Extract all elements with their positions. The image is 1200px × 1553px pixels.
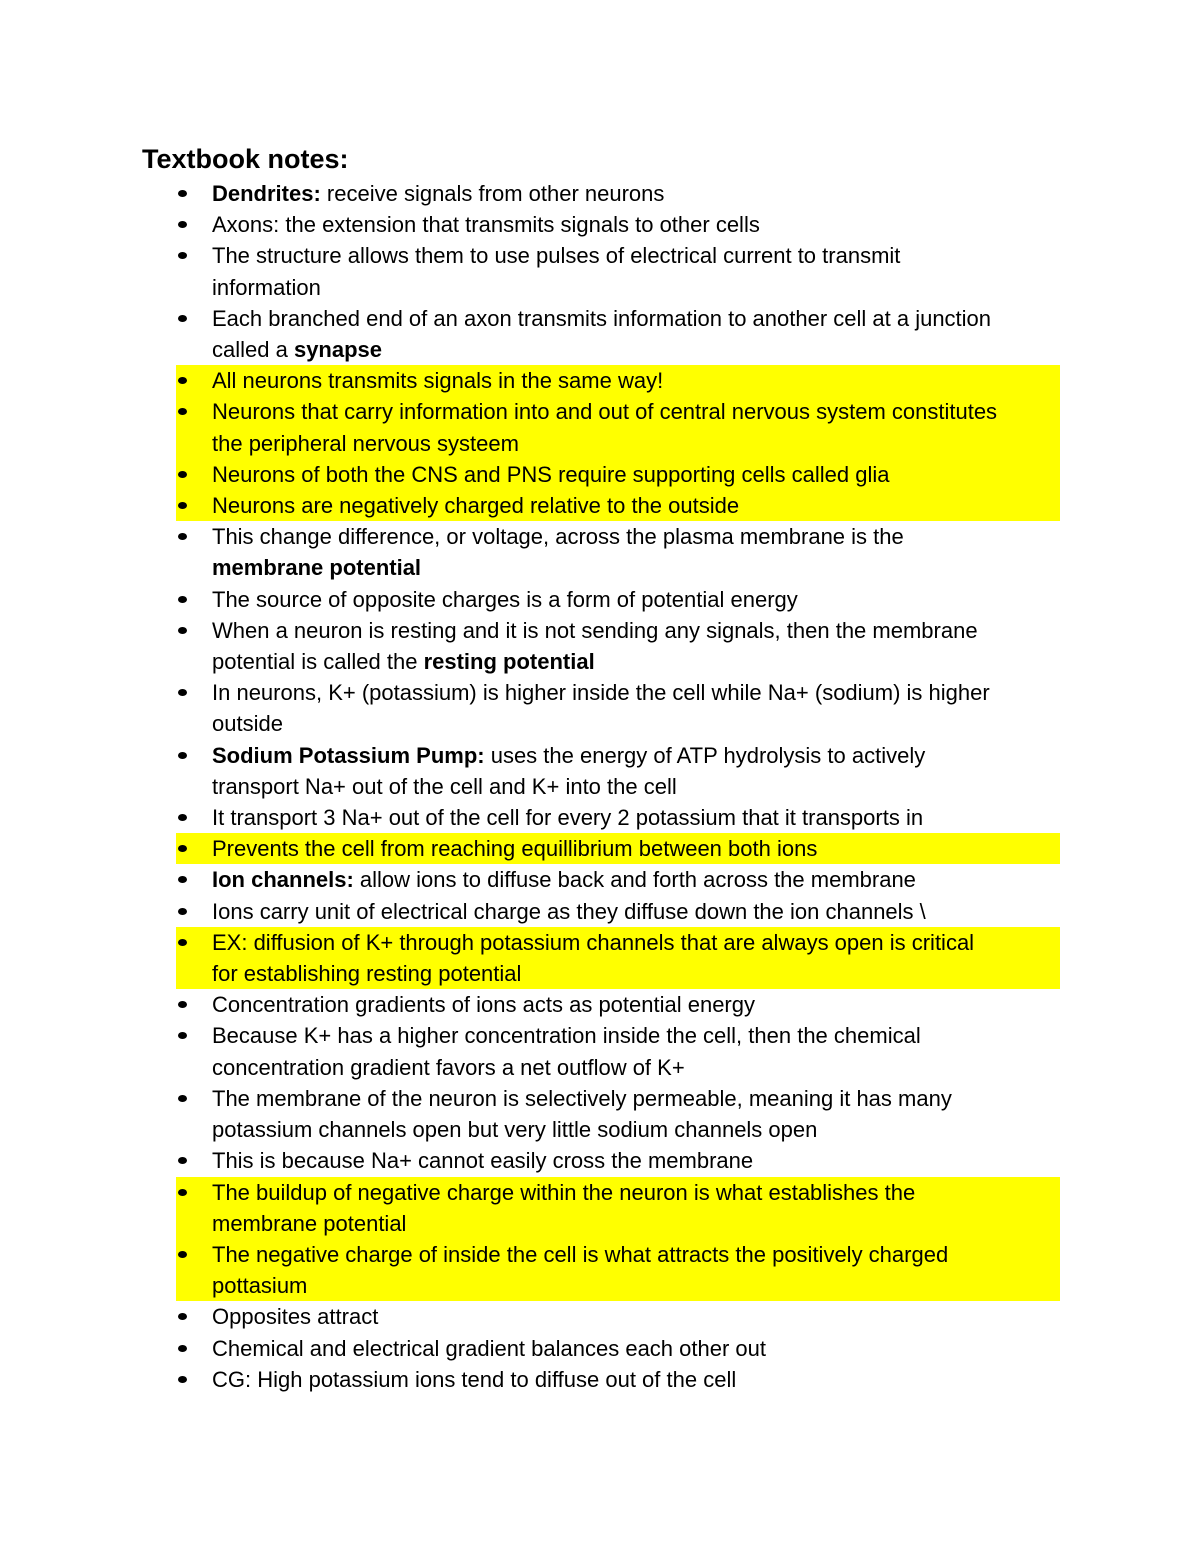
list-item [176, 1333, 1060, 1364]
bullet-dot-icon [178, 377, 187, 384]
item-text-line2: the peripheral nervous systeem [212, 430, 519, 456]
item-text-line2: for establishing resting potential [212, 961, 522, 987]
bullet-dot-icon [178, 1157, 187, 1164]
bullet-dot-icon [178, 689, 187, 696]
term-label: membrane potential [212, 555, 422, 581]
item-text: Concentration gradients of ions acts as potential energy [212, 992, 755, 1018]
term-label: synapse [293, 337, 383, 363]
highlighted-list-item [176, 490, 1060, 521]
item-text: This is because Na+ cannot easily cross the membrane [212, 1148, 754, 1174]
bullet-dot-icon [178, 1001, 187, 1008]
bullet-dot-icon [178, 1345, 187, 1352]
highlighted-list-item [176, 396, 1060, 458]
term-label: Sodium Potassium Pump: [212, 742, 485, 768]
list-item [176, 240, 1060, 302]
item-text-line2: outside [212, 711, 283, 737]
bullet-dot-icon [178, 752, 187, 759]
term-label: Dendrites: [212, 181, 321, 206]
bullet-dot-icon [178, 939, 187, 946]
bullet-dot-icon [178, 315, 187, 322]
item-text: Axons: the extension that transmits signals to other cells [212, 212, 760, 238]
item-text-line2: potential is called the [212, 649, 424, 675]
list-item [176, 178, 1060, 209]
list-item [176, 303, 1060, 365]
item-text-line1: When a neuron is resting and it is not sending any signals, then the membrane [212, 617, 978, 643]
bullet-dot-icon [178, 845, 187, 852]
bullet-dot-icon [178, 1376, 187, 1383]
notes-list [176, 178, 1060, 1395]
item-text-line2: pottasium [212, 1273, 308, 1299]
item-text-line1: The membrane of the neuron is selectively permeable, meaning it has many [212, 1085, 952, 1111]
bullet-dot-icon [178, 1189, 187, 1196]
item-text-line1: Neurons that carry information into and out of central nervous system constitutes [212, 399, 998, 425]
bullet-dot-icon [178, 814, 187, 821]
list-item [176, 677, 1060, 739]
item-text-line2: called a [212, 337, 294, 363]
term-label: resting potential [423, 649, 595, 675]
notes-heading: Textbook notes: [142, 144, 349, 174]
list-item [176, 1145, 1060, 1176]
item-text-line1: Because K+ has a higher concentration inside the cell, then the chemical [212, 1023, 921, 1049]
bullet-dot-icon [178, 252, 187, 259]
item-text: allow ions to diffuse back and forth across the membrane [353, 867, 916, 893]
bullet-dot-icon [178, 471, 187, 478]
item-text-line1: The negative charge of inside the cell is what attracts the positively charged [212, 1241, 949, 1267]
list-item [176, 521, 1060, 583]
bullet-dot-icon [178, 221, 187, 228]
item-text-line1: EX: diffusion of K+ through potassium channels that are always open is critical [212, 929, 975, 955]
item-text-line2: concentration gradient favors a net outflow of K+ [212, 1054, 685, 1080]
item-text: Opposites attract [212, 1304, 379, 1330]
item-text-line2: information [212, 274, 321, 300]
list-item [176, 615, 1060, 677]
item-text: All neurons transmits signals in the same way! [212, 368, 664, 394]
item-text-line1: The buildup of negative charge within the neuron is what establishes the [212, 1179, 916, 1205]
item-text: Ions carry unit of electrical charge as they diffuse down the ion channels \ [212, 898, 926, 924]
item-text: It transport 3 Na+ out of the cell for every 2 potassium that it transports in [212, 805, 924, 831]
bullet-dot-icon [178, 1032, 187, 1039]
list-item [176, 864, 1060, 895]
list-item [176, 989, 1060, 1020]
list-item [176, 740, 1060, 802]
item-text-line1: In neurons, K+ (potassium) is higher inside the cell while Na+ (sodium) is higher [212, 680, 990, 706]
list-item [176, 1083, 1060, 1145]
highlighted-list-item [176, 1239, 1060, 1301]
item-text: Chemical and electrical gradient balances each other out [212, 1335, 766, 1361]
bullet-dot-icon [178, 596, 187, 603]
item-text-line1: The structure allows them to use pulses of electrical current to transmit [212, 243, 901, 269]
item-text-line1: This change difference, or voltage, across the plasma membrane is the [212, 524, 904, 550]
list-item [176, 1301, 1060, 1332]
bullet-dot-icon [178, 1251, 187, 1258]
highlighted-list-item [176, 459, 1060, 490]
item-text: The source of opposite charges is a form of potential energy [212, 586, 798, 612]
item-text-line2: transport Na+ out of the cell and K+ into the cell [212, 773, 677, 799]
list-item [176, 584, 1060, 615]
highlighted-list-item [176, 365, 1060, 396]
list-item [176, 896, 1060, 927]
list-item [176, 802, 1060, 833]
term-label: Ion channels: [212, 867, 354, 893]
highlighted-list-item [176, 1177, 1060, 1239]
item-text: CG: High potassium ions tend to diffuse out of the cell [212, 1366, 737, 1392]
list-item [176, 1364, 1060, 1395]
bullet-dot-icon [178, 627, 187, 634]
item-text-line2: membrane potential [212, 1210, 407, 1236]
highlighted-list-item [176, 833, 1060, 864]
highlighted-list-item [176, 927, 1060, 989]
bullet-dot-icon [178, 533, 187, 540]
bullet-dot-icon [178, 502, 187, 509]
bullet-dot-icon [178, 190, 187, 197]
item-text: Neurons are negatively charged relative to the outside [212, 493, 740, 519]
list-item [176, 209, 1060, 240]
item-text: Prevents the cell from reaching equillibrium between both ions [212, 836, 818, 862]
item-text-line1: Each branched end of an axon transmits information to another cell at a junction [212, 305, 992, 331]
bullet-dot-icon [178, 1095, 187, 1102]
item-text: receive signals from other neurons [320, 181, 665, 206]
bullet-dot-icon [178, 408, 187, 415]
item-text: Neurons of both the CNS and PNS require supporting cells called glia [212, 461, 890, 487]
list-item [176, 1020, 1060, 1082]
bullet-dot-icon [178, 876, 187, 883]
item-text-line1: uses the energy of ATP hydrolysis to actively [484, 742, 926, 768]
item-text-line2: potassium channels open but very little sodium channels open [212, 1117, 818, 1143]
bullet-dot-icon [178, 908, 187, 915]
bullet-dot-icon [178, 1313, 187, 1320]
